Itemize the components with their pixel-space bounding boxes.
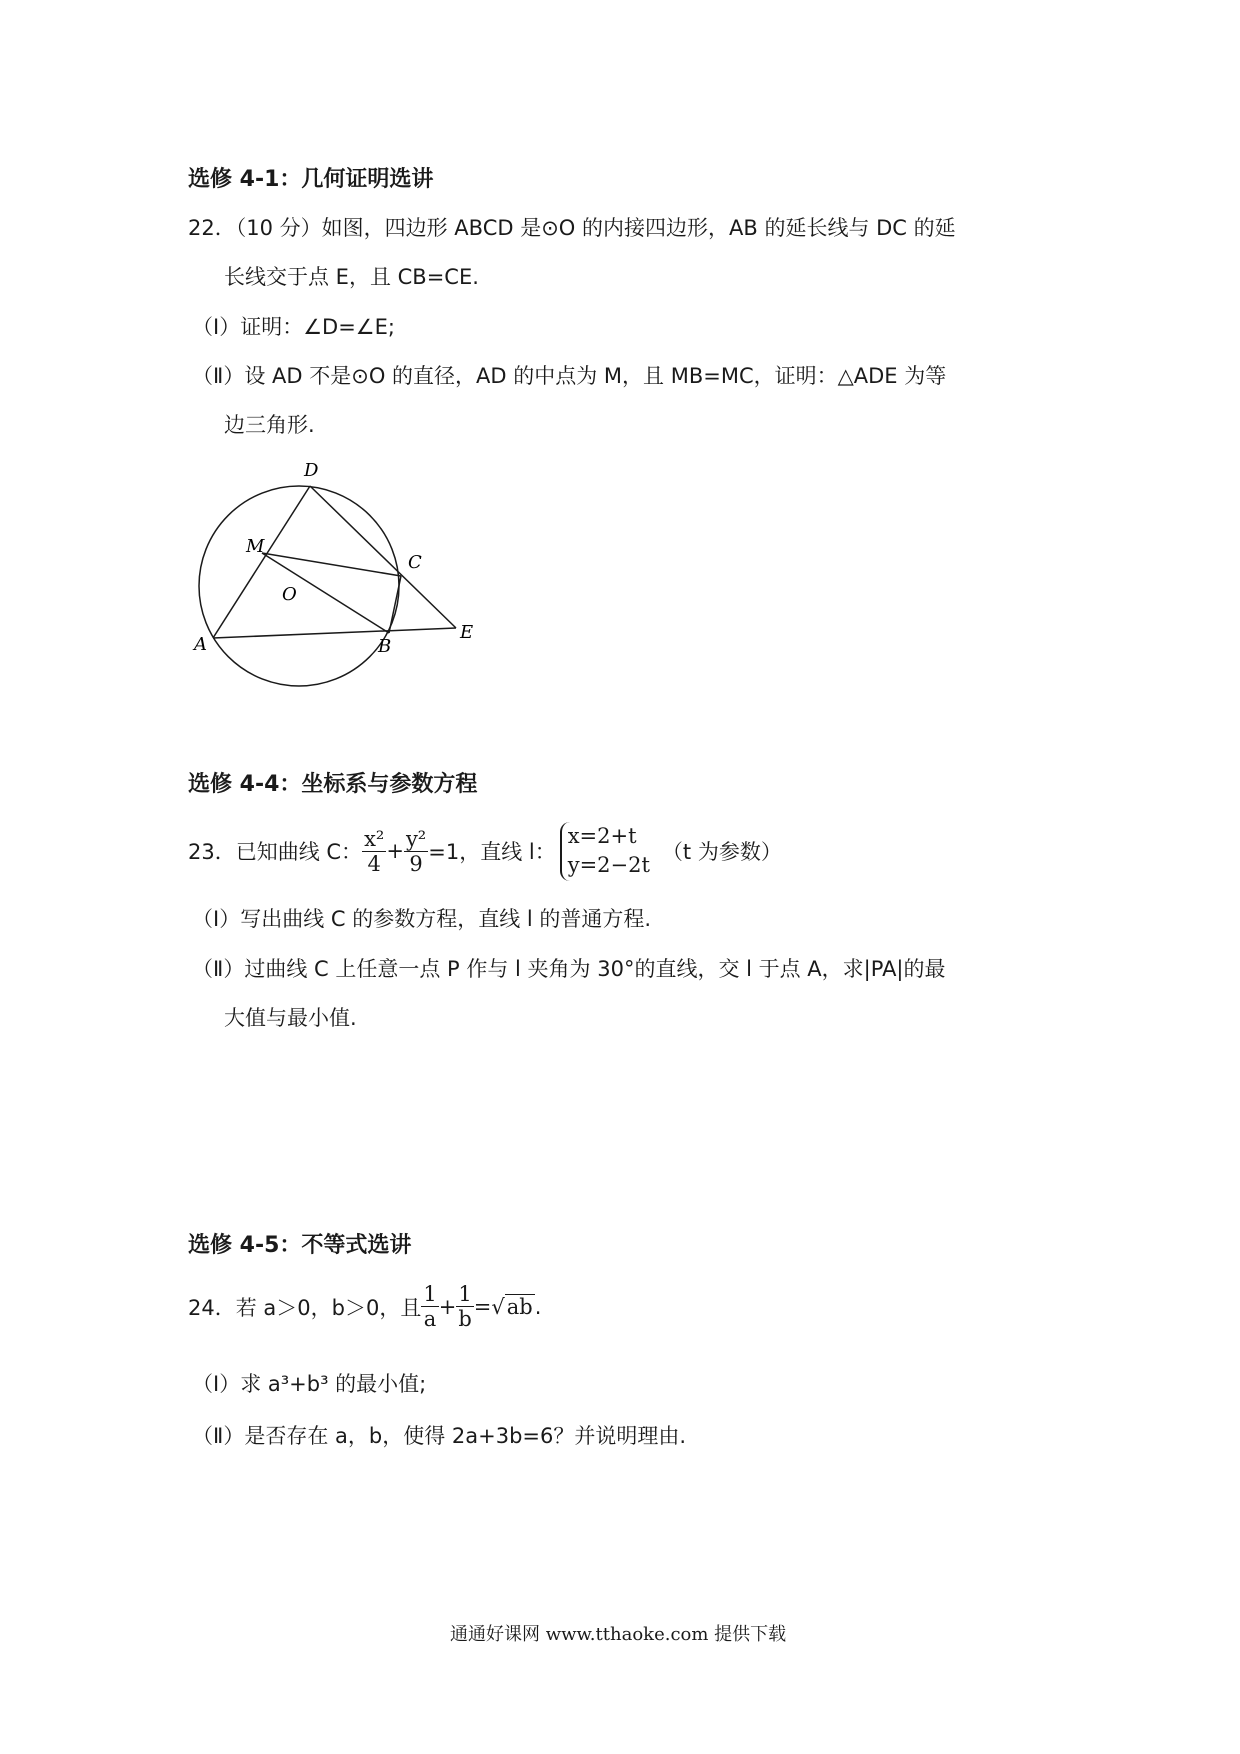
plus-sign: +: [438, 1294, 457, 1319]
label-b: B: [378, 636, 392, 657]
label-c: C: [408, 552, 422, 573]
section-heading-4-4: 选修 4-4：坐标系与参数方程: [188, 772, 478, 797]
label-m: M: [246, 536, 265, 557]
q22-part2-line1: （Ⅱ）设 AD 不是⊙O 的直径，AD 的中点为 M，且 MB=MC，证明：△ADE 为等: [192, 364, 947, 388]
q22-part1: （Ⅰ）证明：∠D=∠E;: [192, 315, 395, 339]
fraction-y2-over-9: $\frac{\text{y²}}{9}$: [405, 826, 427, 876]
system-line-x: x=2+t: [567, 824, 637, 848]
section-heading-4-5: 选修 4-5：不等式选讲: [188, 1233, 412, 1258]
label-d: D: [304, 460, 319, 481]
param-note: （t 为参数）: [661, 840, 782, 865]
line-ae: [213, 628, 456, 638]
eq-one-line-l: =1，直线 l：: [428, 840, 556, 865]
line-mc: [262, 553, 401, 576]
system-line-y: y=2−2t: [567, 853, 650, 878]
sqrt-icon: √: [491, 1294, 505, 1319]
q22-part2-line2: 边三角形.: [224, 413, 315, 437]
q24-part2: （Ⅱ）是否存在 a，b，使得 2a+3b=6？并说明理由.: [192, 1424, 687, 1448]
fraction-x2-over-4: $\frac{\text{x²}}{4}$: [364, 826, 385, 876]
q23-part2-line2: 大值与最小值.: [224, 1006, 357, 1030]
q22-line2: 长线交于点 E，且 CB=CE.: [224, 265, 479, 289]
q23-part2-line1: （Ⅱ）过曲线 C 上任意一点 P 作与 l 夹角为 30°的直线，交 l 于点 A，求|PA|的最: [192, 957, 946, 981]
equals-sign: =: [473, 1294, 492, 1319]
q22-line1: 22．（10 分）如图，四边形 ABCD 是⊙O 的内接四边形，AB 的延长线与 DC 的延: [188, 216, 956, 240]
label-a: A: [194, 634, 207, 655]
period: .: [534, 1294, 542, 1319]
q24-statement: [188, 1282, 541, 1331]
q23-part1: （Ⅰ）写出曲线 C 的参数方程，直线 l 的普通方程.: [192, 907, 652, 931]
geometry-figure: [180, 450, 500, 700]
line-ad: [213, 486, 310, 638]
q24-part1: （Ⅰ）求 a³+b³ 的最小值;: [192, 1372, 427, 1396]
line-cb: [389, 576, 401, 633]
parametric-system: [560, 822, 650, 881]
fraction-1-over-a: $\frac{1}{a}$: [423, 1282, 437, 1332]
line-de: [310, 486, 456, 628]
circle-o: [199, 486, 399, 686]
sqrt-content: ab: [506, 1295, 533, 1320]
q24-prefix: 24．若 a＞0，b＞0，且: [188, 1295, 422, 1320]
page-footer: 通通好课网 www.tthaoke.com 提供下载: [450, 1624, 787, 1645]
section-heading-4-1: 选修 4-1：几何证明选讲: [188, 167, 434, 192]
label-e: E: [460, 622, 474, 643]
q23-prefix: 23．已知曲线 C：: [188, 840, 363, 865]
plus-sign: +: [386, 839, 404, 864]
label-o: O: [282, 584, 297, 605]
q23-statement: [188, 822, 782, 881]
fraction-1-over-b: $\frac{1}{b}$: [458, 1282, 472, 1332]
